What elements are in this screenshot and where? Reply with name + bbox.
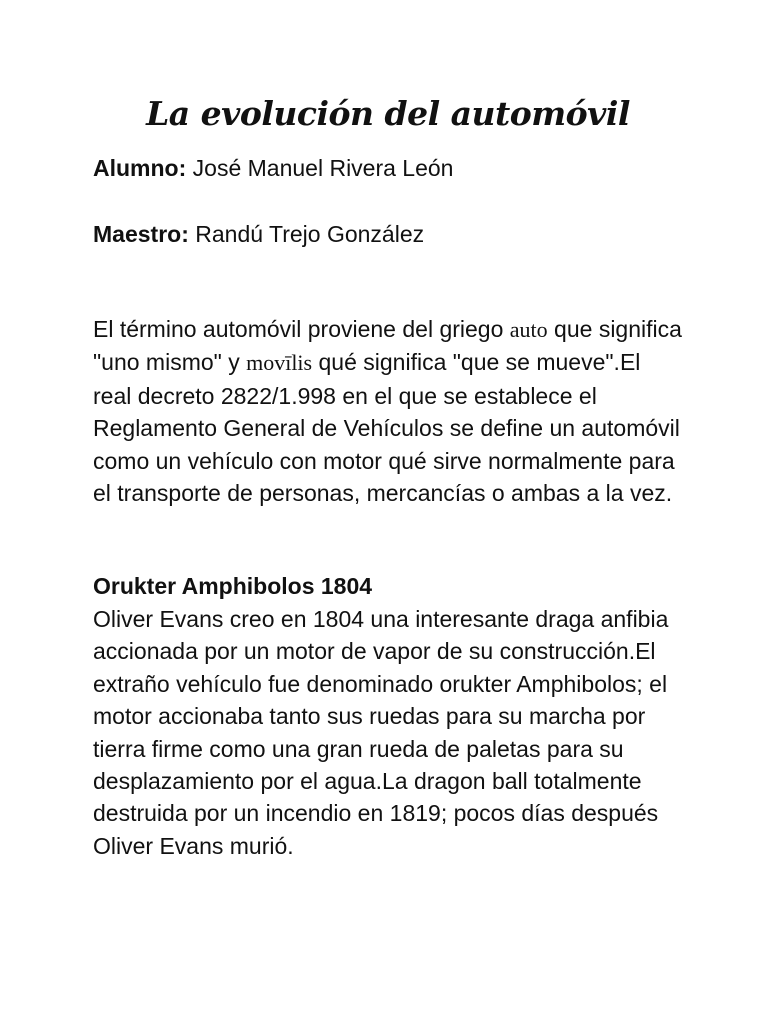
student-name: José Manuel Rivera León: [192, 155, 454, 181]
teacher-name: Randú Trejo González: [195, 221, 425, 247]
greek-word-movilis: movīlis: [246, 350, 313, 376]
intro-paragraph: [93, 313, 683, 509]
intro-text-3: qué significa "que se mueve".El real decreto 2822/1.998 en el que se establece el Reglamento General de Vehículos se define un automóvil como un vehículo con motor qué sirve normalmente para el transporte de personas, mercancías o ambas a la vez.: [93, 349, 680, 507]
greek-word-auto: auto: [509, 317, 548, 342]
section-heading: Orukter Amphibolos 1804: [93, 573, 373, 599]
intro-text-1: El término automóvil proviene del griego: [93, 316, 510, 342]
teacher-line: [93, 218, 424, 250]
document-title: La evolución del automóvil: [146, 94, 630, 133]
section-paragraph: Oliver Evans creo en 1804 una interesante draga anfibia accionada por un motor de vapor de su construcción.El extraño vehículo fue denominado orukter Amphibolos; el motor accionaba tanto sus ruedas para su marcha por tierra firme como una gran rueda de paletas para su desplazamiento por el agua.La dragon ball totalmente destruida por un incendio en 1819; pocos días después Oliver Evans murió.: [93, 606, 669, 859]
intro-text-2: que significa "uno mismo" y: [93, 316, 682, 376]
student-label: Alumno:: [93, 155, 187, 181]
teacher-label: Maestro:: [93, 221, 189, 247]
student-line: [93, 152, 453, 184]
